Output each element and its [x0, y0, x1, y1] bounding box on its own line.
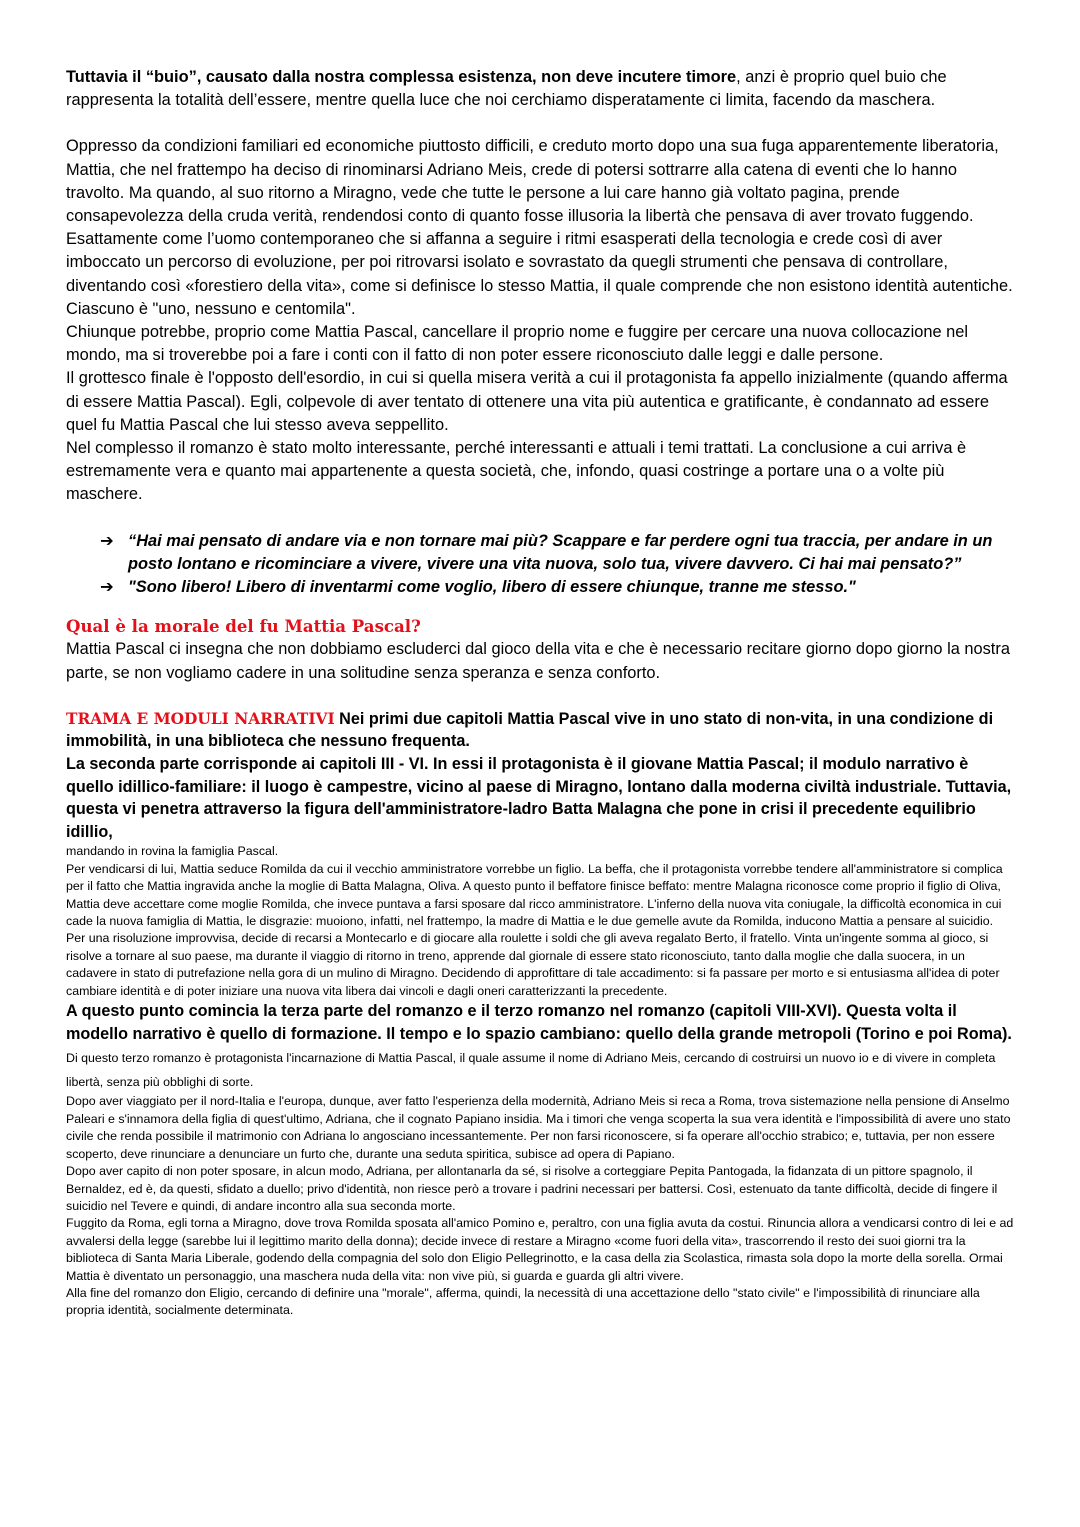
trama-paragraph: Per vendicarsi di lui, Mattia seduce Romilda da cui il vecchio amministratore vorrebbe un figlio. La beffa, che il protagonista vorrebbe tendere all'amministratore si complica per il fatto che Mattia ingravida anche la moglie di Batta Malagna, Oliva. A questo punto il beffatore finisce beffato: mentre Malagna riconosce come proprio il figlio di Oliva, Mattia deve accettare come moglie Romilda, che invece puntava a farsi sposare dal ricco amministratore. L'inferno della nuova vita coniugale, la difficoltà economica in cui cade la nuova famiglia di Mattia, le disgrazie: muoiono, infatti, nel frattempo, la madre di Mattia e le due gemelle avute da Romilda, inducono Mattia a pensare al suicidio.	[66, 861, 1003, 929]
arrow-right-icon: ➔	[100, 578, 114, 597]
morale-heading: Qual è la morale del fu Mattia Pascal?	[66, 616, 421, 637]
quote-text: "Sono libero! Libero di inventarmi come voglio, libero di essere chiunque, tranne me stesso."	[128, 578, 856, 597]
trama-intro	[66, 708, 1018, 753]
paragraph-buio-lead: Tuttavia il “buio”, causato dalla nostra complessa esistenza, non deve incutere timore	[66, 68, 737, 86]
arrow-right-icon: ➔	[100, 531, 114, 550]
trama-third-part	[66, 1000, 1018, 1093]
trama-paragraph: Dopo aver viaggiato per il nord-Italia e l'europa, dunque, aver fatto l'esperienza della modernità, Adriano Meis si reca a Roma, trova sistemazione nella pensione di Anselmo Paleari e s'innamora della figlia di quest'ultimo, Adriana, che il cognato Papiano insidia. Ma i timori che venga scoperta la sua vera identità e l'impossibilità di avere uno stato civile che renda possibile il matrimonio con Adriana lo angosciano incessantemente. Per non farsi riconoscere, si fa operare all'occhio strabico; e, tuttavia, per non essere scoperto, deve rinunciare a denunciare un furto che, durante una seduta spiritica, subisce ad opera di Papiano.	[66, 1094, 1011, 1161]
trama-paragraph: Fuggito da Roma, egli torna a Miragno, dove trova Romilda sposata all'amico Pomino e, peraltro, con una figlia avuta da costui. Rinuncia allora a vendicarsi contro di lei e ad avvalersi della legge (sarebbe lui il legittimo marito della donna); decide invece di restare a Miragno «come fuori della vita», trascorrendo il resto dei suoi giorni tra la biblioteca di Santa Maria Liberale, godendo della compagnia del solo don Eligio Pellegrinotto, e la casa della zia Scolastica, rimasta sola dopo la morte della sorella. Ormai Mattia è diventato un personaggio, una maschera nuda della vita: non vive più, si guarda e guarda gli altri vivere.	[66, 1216, 1014, 1283]
paragraph-grottesco: Il grottesco finale è l'opposto dell'esordio, in cui si quella misera verità a cui il protagonista fa appello inizialmente (quando afferma di essere Mattia Pascal). Egli, colpevole di aver tentato di ottenere una vita più autentica e gratificante, è condannato ad essere quel fu Mattia Pascal che lui stesso aveva seppellito.	[66, 369, 1008, 434]
trama-paragraph: Per una risoluzione improvvisa, decide di recarsi a Montecarlo e di giocare alla roulette i soldi che gli aveva regalato Berto, il fratello. Vinta un'ingente somma al gioco, si risolve a tornare al suo paese, ma durante il viaggio di ritorno in treno, apprende dal giornale di essere stato riconosciuto, tanto dalla moglie che dalla suocera, in un cadavere in stato di putrefazione nella gora di un mulino di Miragno. Decidendo di approfittare di tale accadimento: si fa passare per morto e si entusiasma all'idea di poter cambiare identità e di poter iniziare una nuova vita libera dai vincoli e dagli oneri caratterizzanti la precedente.	[66, 931, 1000, 998]
document-page	[66, 66, 1018, 1320]
quote-text: “Hai mai pensato di andare via e non tornare mai più? Scappare e far perdere ogni tua traccia, per andare in un posto lontano e ricominciare a vivere, vivere una vita nuova, solo tua, vivere davvero. Ci hai mai pensato?”	[128, 531, 993, 573]
trama-label: TRAMA E MODULI NARRATIVI	[66, 709, 335, 728]
quote-list	[66, 530, 1018, 600]
quote-item	[66, 576, 1018, 599]
paragraph-buio	[66, 66, 1018, 112]
trama-third-bold: A questo punto comincia la terza parte del romanzo e il terzo romanzo nel romanzo (capitoli VIII-XVI). Questa volta il modello narrativo è quello di formazione. Il tempo e lo spazio cambiano: quello della grande metropoli (Torino e poi Roma).	[66, 1002, 1012, 1043]
trama-second-part	[66, 753, 1018, 843]
trama-third-small: Di questo terzo romanzo è protagonista l'incarnazione di Mattia Pascal, il quale assume il nome di Adriano Meis, cercando di costruirsi un nuovo io e di vivere in completa libertà, senza più obblighi di sorte.	[66, 1051, 996, 1089]
quote-item	[66, 530, 1018, 576]
trama-paragraph: Alla fine del romanzo don Eligio, cercando di definire una "morale", afferma, quindi, la necessità di una accettazione dello "stato civile" e l'impossibilità di rinunciare alla propria identità, socialmente determinata.	[66, 1285, 980, 1318]
morale-text: Mattia Pascal ci insegna che non dobbiamo escluderci dal gioco della vita e che è necessario recitare giorno dopo giorno la nostra parte, se non vogliamo cadere in una solitudine senza speranza e senza conforto.	[66, 640, 1010, 682]
trama-second-small: mandando in rovina la famiglia Pascal.	[66, 844, 279, 859]
paragraph-esattamente: Esattamente come l’uomo contemporaneo che si affanna a seguire i ritmi esasperati della tecnologia e crede così di aver imboccato un percorso di evoluzione, per poi ritrovarsi isolato e sovrastato da quegli strumenti che pensava di controllare, diventando così «forestiero della vita», come si definisce lo stesso Mattia, il quale comprende che non esistono identità autentiche. Ciascuno è "uno, nessuno e centomila".	[66, 230, 1013, 318]
paragraph-oppresso: Oppresso da condizioni familiari ed economiche piuttosto difficili, e creduto morto dopo una sua fuga apparentemente liberatoria, Mattia, che nel frattempo ha deciso di rinominarsi Adriano Meis, crede di potersi sottrarre alla catena di eventi che lo hanno travolto. Ma quando, al suo ritorno a Miragno, vede che tutte le persone a lui care hanno già voltato pagina, prende consapevolezza della cruda verità, rendendosi conto di quanto fosse illusoria la libertà che pensava di aver trovato fuggendo.	[66, 137, 999, 226]
trama-second-bold: La seconda parte corrisponde ai capitoli III - VI. In essi il protagonista è il giovane Mattia Pascal; il modulo narrativo è quello idillico-familiare: il luogo è campestre, vicino al paese di Miragno, lontano dalla moderna civiltà industriale. Tuttavia, questa vi penetra attraverso la figura dell'amministratore-ladro Batta Malagna che pone in crisi il precedente equilibrio idillio,	[66, 755, 1012, 841]
trama-intro-text: Nei primi due capitoli Mattia Pascal vive in uno stato di non-vita, in una condizione di immobilità, in una biblioteca che nessuno frequenta.	[66, 709, 994, 751]
paragraph-complesso: Nel complesso il romanzo è stato molto interessante, perché interessanti e attuali i temi trattati. La conclusione a cui arriva è estremamente vera e quanto mai appartenente a questa società, che, infondo, quasi costringe a portare una o a volte più maschere.	[66, 439, 967, 504]
paragraph-buio-rest: , anzi è proprio quel buio che rappresenta la totalità dell’essere, mentre quella luce che noi cerchiamo disperatamente ci limita, facendo da maschera.	[66, 68, 947, 110]
trama-paragraph: Dopo aver capito di non poter sposare, in alcun modo, Adriana, per allontanarla da sé, si risolve a corteggiare Pepita Pantogada, la fidanzata di un pittore spagnolo, il Bernaldez, ed è, da questi, sfidato a duello; privo d'identità, non riesce però a trovare i padrini necessari per battersi. Così, estenuato da tante difficoltà, decide di fingere il suicidio nel Tevere e quindi, di andare incontro alla sua seconda morte.	[66, 1164, 998, 1213]
paragraph-chiunque: Chiunque potrebbe, proprio come Mattia Pascal, cancellare il proprio nome e fuggire per cercare una nuova collocazione nel mondo, ma si troverebbe poi a fare i conti con il fatto di non poter essere riconosciuto dalle leggi e dalle persone.	[66, 323, 969, 365]
